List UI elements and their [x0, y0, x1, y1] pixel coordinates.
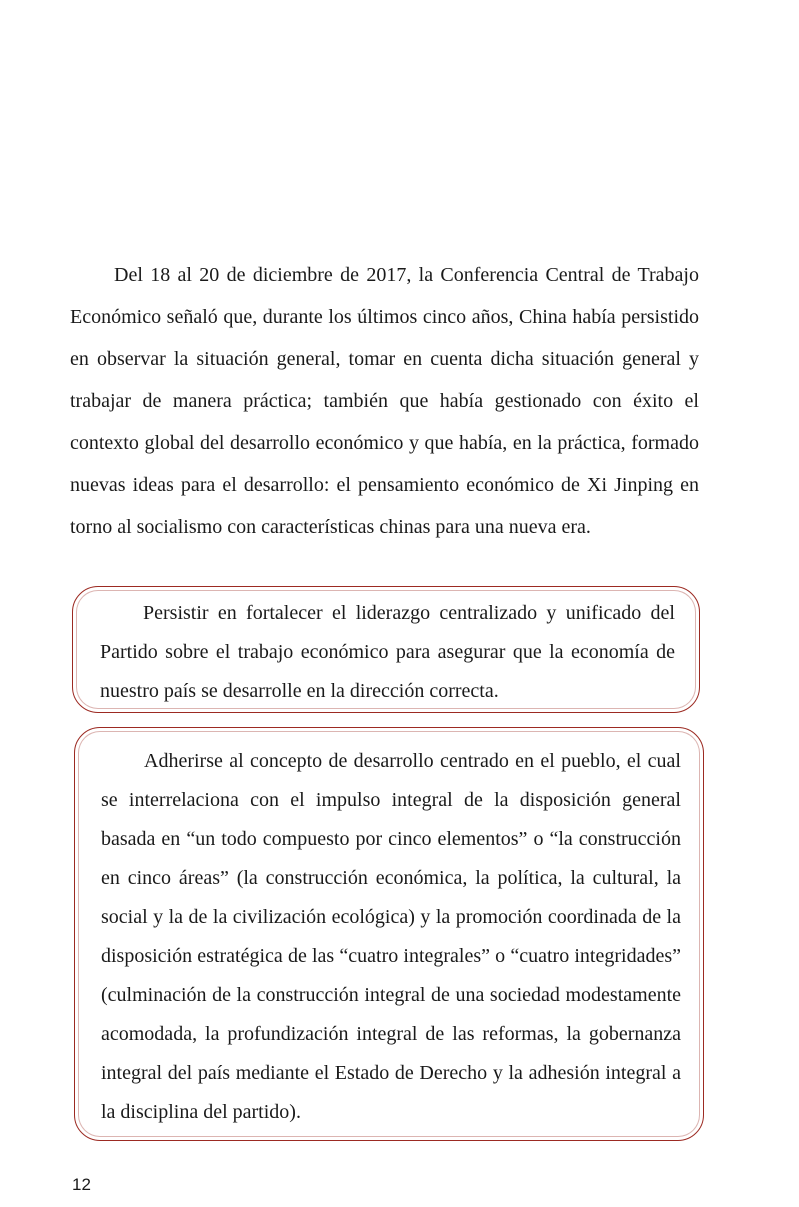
- highlight-box-people-centered-text: Adherirse al concepto de desarrollo centrado en el pueblo, el cual se interrelaciona con el impulso integral de la disposición general basada en “un todo compuesto por cinco elementos” o “la construcción en cinco áreas” (la construcción económica, la política, la cultural, la social y la de la civilización ecológica) y la promoción coordinada de la disposición estratégica de las “cuatro integrales” o “cuatro integridades” (culminación de la construcción integral de una sociedad modestamente acomodada, la profundización integral de las reformas, la gobernanza integral del país mediante el Estado de Derecho y la adhesión integral a la disciplina del partido).: [101, 750, 681, 1123]
- highlight-box-people-centered: [74, 727, 704, 1141]
- highlight-box-leadership-text: Persistir en fortalecer el liderazgo centralizado y unificado del Partido sobre el trabajo económico para asegurar que la economía de nuestro país se desarrolle en la dirección correcta.: [100, 602, 675, 702]
- page-number: 12: [72, 1175, 91, 1194]
- highlight-box-leadership: [72, 586, 700, 713]
- intro-paragraph: Del 18 al 20 de diciembre de 2017, la Conferencia Central de Trabajo Económico señaló que, durante los últimos cinco años, China había persistido en observar la situación general, tomar en cuenta dicha situación general y trabajar de manera práctica; también que había gestionado con éxito el contexto global del desarrollo económico y que había, en la práctica, formado nuevas ideas para el desarrollo: el pensamiento económico de Xi Jinping en torno al socialismo con características chinas para una nueva era.: [70, 264, 699, 538]
